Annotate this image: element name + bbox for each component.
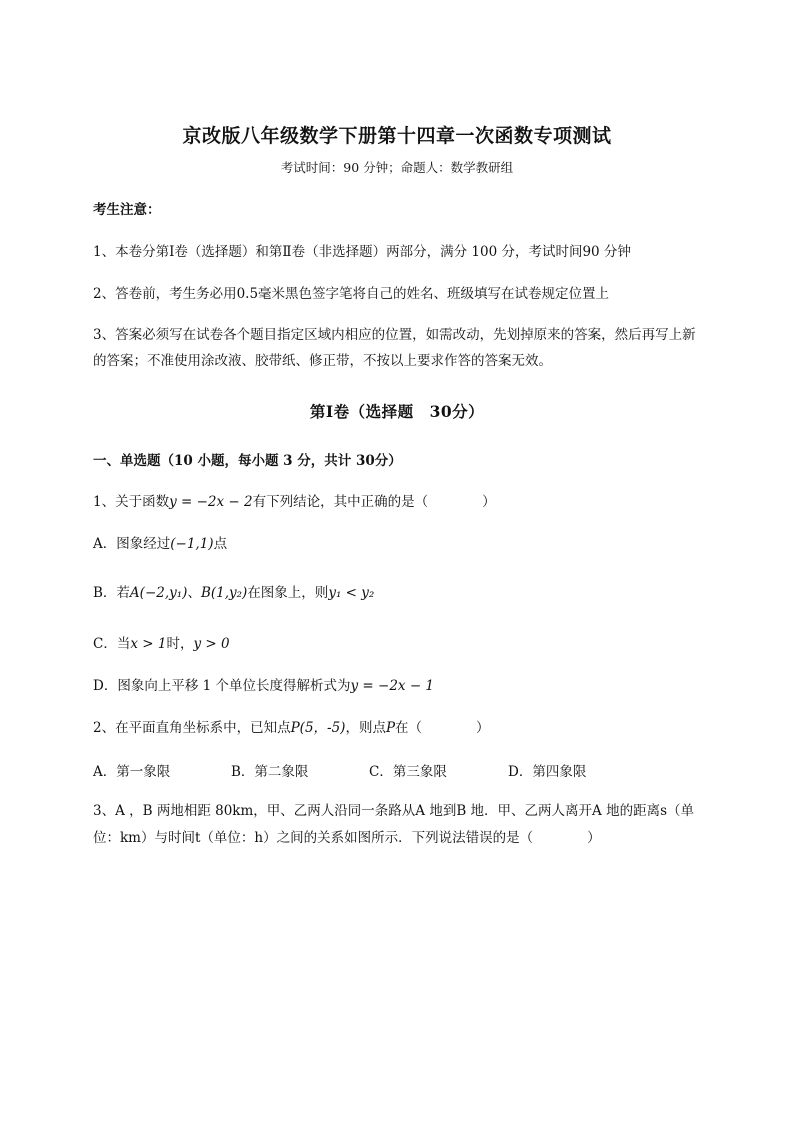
question-3-stem-line-2: 位：km）与时间t（单位：h）之间的关系如图所示．下列说法错误的是（ ） [93, 830, 601, 846]
question-2-option-c: C．第三象限 [369, 764, 447, 780]
q2-point: P(5，-5) [290, 720, 346, 736]
part-heading: 一、单选题（10 小题，每小题 3 分，共计 30分） [93, 453, 402, 469]
notice-heading: 考生注意： [93, 202, 161, 218]
q2-stem-prefix: 2、在平面直角坐标系中，已知点 [93, 720, 291, 736]
q1-b-prefix: B．若 [93, 585, 130, 601]
question-1-option-d [93, 677, 434, 695]
q1-a-prefix: A．图象经过 [93, 536, 171, 552]
question-1-option-c [93, 635, 230, 653]
q1-b-formula-2: B(1,y₂) [200, 585, 248, 601]
q1-formula: y = −2x − 2 [169, 494, 253, 510]
q1-stem-prefix: 1、关于函数 [93, 494, 170, 510]
notice-item-3-continued: 的答案；不准使用涂改液、胶带纸、修正带，不按以上要求作答的答案无效。 [93, 353, 552, 369]
q1-c-mid: 时， [166, 636, 194, 652]
q1-b-formula-3: y₁ < y₂ [328, 585, 375, 601]
question-2-option-d: D．第四象限 [508, 764, 587, 780]
question-1-stem [93, 493, 496, 511]
q1-d-prefix: D．图象向上平移 1 个单位长度得解析式为 [93, 678, 351, 694]
question-2-option-b: B．第二象限 [231, 764, 309, 780]
page-title: 京改版八年级数学下册第十四章一次函数专项测试 [182, 125, 612, 147]
question-1-option-b [93, 584, 374, 602]
q1-c-prefix: C．当 [93, 636, 131, 652]
q2-stem-suffix: 在（ ） [395, 720, 490, 736]
question-2-stem [93, 719, 490, 737]
q1-b-mid: 、 [187, 585, 201, 601]
notice-item-3: 3、答案必须写在试卷各个题目指定区域内相应的位置，如需改动，先划掉原来的答案，然后再写上新 [93, 327, 696, 343]
section-title: 第Ⅰ卷（选择题 30分） [309, 402, 485, 421]
q1-c-formula-1: x > 1 [130, 636, 167, 652]
q2-stem-mid: ，则点 [345, 720, 386, 736]
q2-point-name: P [385, 720, 396, 736]
q1-a-suffix: 点 [213, 536, 228, 552]
q1-a-formula: (−1,1) [170, 536, 214, 552]
q1-c-formula-2: y > 0 [193, 636, 230, 652]
q1-b-formula-1: A(−2,y₁) [129, 585, 188, 601]
notice-item-1: 1、本卷分第Ⅰ卷（选择题）和第Ⅱ卷（非选择题）两部分，满分 100 分，考试时间90 分钟 [93, 244, 631, 260]
question-3-stem-line-1: 3、A ，B 两地相距 80km，甲、乙两人沿同一条路从A 地到B 地．甲、乙两人离开A 地的距离s（单 [93, 803, 695, 819]
notice-item-2: 2、答卷前，考生务必用0.5毫米黑色签字笔将自己的姓名、班级填写在试卷规定位置上 [93, 286, 610, 302]
question-1-option-a [93, 535, 227, 553]
question-2-option-a: A．第一象限 [93, 764, 171, 780]
q1-d-formula: y = −2x − 1 [350, 678, 435, 694]
q1-stem-suffix: 有下列结论，其中正确的是（ ） [252, 494, 496, 510]
exam-info: 考试时间：90 分钟；命题人：数学教研组 [280, 160, 514, 175]
q1-b-mid-2: 在图象上，则 [247, 585, 329, 601]
